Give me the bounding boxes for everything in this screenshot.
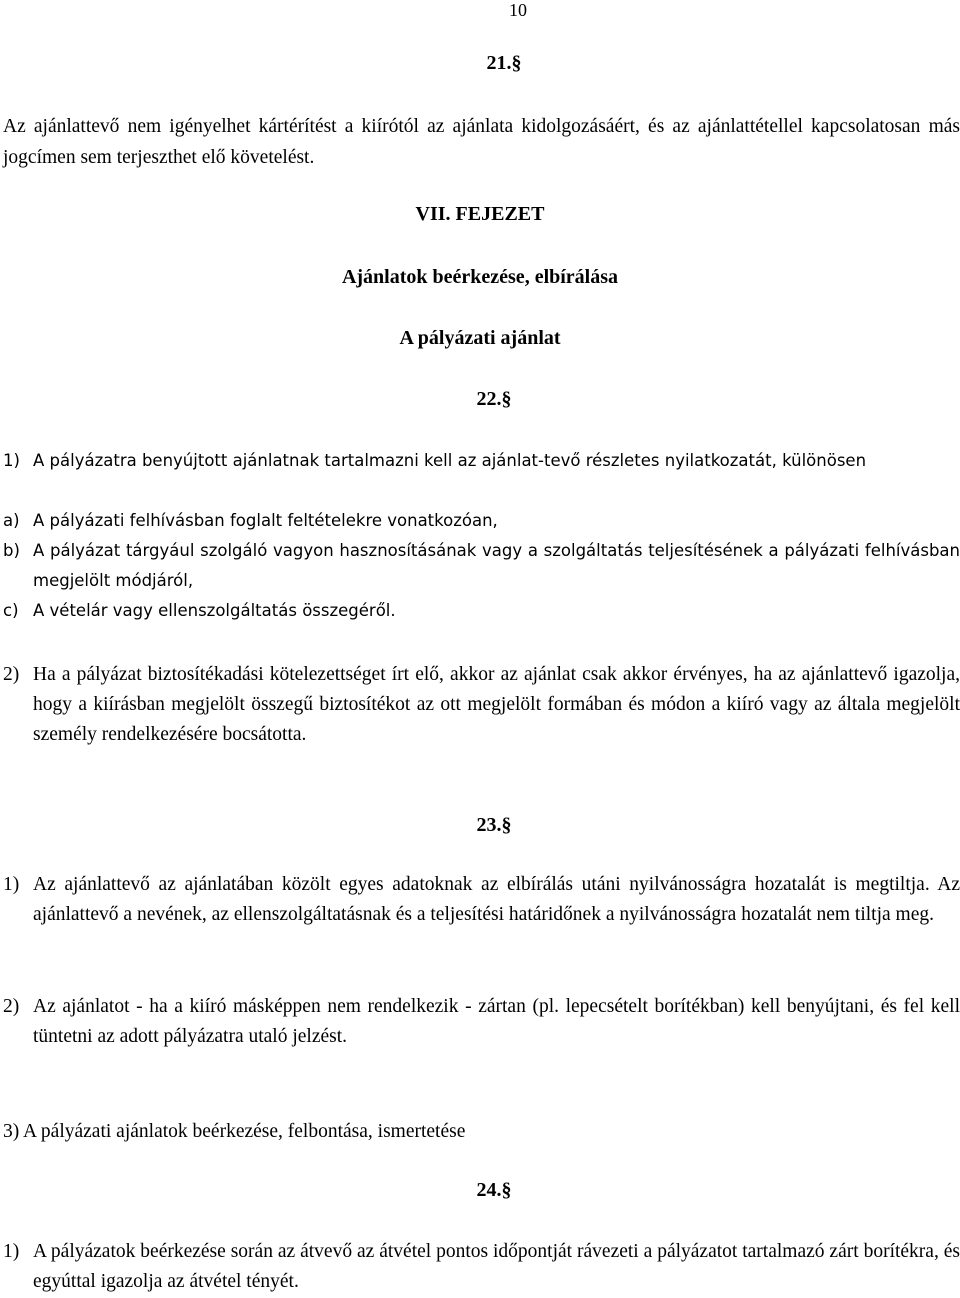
section-23-mark: 23.§ [476, 814, 512, 836]
s23-p2-number: 2) [3, 996, 20, 1017]
s23-paragraph-1 [3, 870, 960, 930]
s22-item-c [3, 596, 960, 626]
s22-c-text: A vételár vagy ellenszolgáltatás összegéről. [33, 601, 396, 620]
s23-p1-number: 1) [3, 874, 20, 895]
section-24-mark: 24.§ [476, 1179, 512, 1201]
s22-p2-text: Ha a pályázat biztosítékadási kötelezettséget írt elő, akkor az ajánlat csak akkor érvényes, ha az ajánlattevő igazolja, hogy a kiírásban megjelölt összegű biztosítékot az ott megjelölt formában és módon a kiíró vagy az általa megjelölt személy rendelkezésére bocsátotta. [33, 664, 960, 745]
s23-p1-text: Az ajánlattevő az ajánlatában közölt egyes adatoknak az elbírálás utáni nyilvánosságra hozatalát is megtiltja. Az ajánlattevő a nevének, az ellenszolgáltatásnak és a teljesítési határidőnek a nyilvánosságra hozatalát nem tiltja meg. [33, 874, 960, 925]
s22-item-a [3, 506, 960, 536]
s24-paragraph-1 [3, 1237, 960, 1297]
section-21-mark: 21.§ [486, 52, 522, 74]
page-number: 10 [509, 0, 527, 20]
s23-paragraph-2 [3, 992, 960, 1052]
section-title: A pályázati ajánlat [399, 327, 561, 349]
s22-p1-number: 1) [3, 451, 20, 470]
s22-c-label: c) [3, 601, 19, 620]
s23-p2-text: Az ajánlatot - ha a kiíró másképpen nem rendelkezik - zártan (pl. lepecsételt borítékban) kell benyújtani, és fel kell tüntetni az adott pályázatra utaló jelzést. [33, 996, 960, 1047]
section-22-mark: 22.§ [476, 388, 512, 410]
s22-paragraph-1 [3, 446, 960, 476]
s22-a-text: A pályázati felhívásban foglalt feltételekre vonatkozóan, [33, 511, 498, 530]
chapter-subtitle: Ajánlatok beérkezése, elbírálása [341, 266, 619, 288]
s22-p1-text: A pályázatra benyújtott ajánlatnak tartalmazni kell az ajánlat-tevő részletes nyilatkozatát, különösen [33, 451, 867, 470]
s22-a-label: a) [3, 511, 20, 530]
chapter-title: VII. FEJEZET [415, 203, 545, 225]
s22-b-text: A pályázat tárgyául szolgáló vagyon hasznosításának vagy a szolgáltatás teljesítésének a pályázati felhívásban megjelölt módjáról, [33, 541, 960, 590]
s22-p2-number: 2) [3, 664, 20, 685]
s22-item-b [3, 536, 960, 596]
s24-p1-text: A pályázatok beérkezése során az átvevő az átvétel pontos időpontját rávezeti a pályázatot tartalmazó zárt borítékra, és egyúttal igazolja az átvétel tényét. [33, 1241, 960, 1292]
s22-b-label: b) [3, 541, 20, 560]
s22-paragraph-2 [3, 660, 960, 750]
subsection-3-heading: 3) A pályázati ajánlatok beérkezése, felbontása, ismertetése [3, 1121, 466, 1142]
s24-p1-number: 1) [3, 1241, 20, 1262]
section-21-paragraph: Az ajánlattevő nem igényelhet kártérítést a kiírótól az ajánlata kidolgozásáért, és az ajánlattétellel kapcsolatosan más jogcímen sem terjeszthet elő követelést. [3, 116, 960, 168]
